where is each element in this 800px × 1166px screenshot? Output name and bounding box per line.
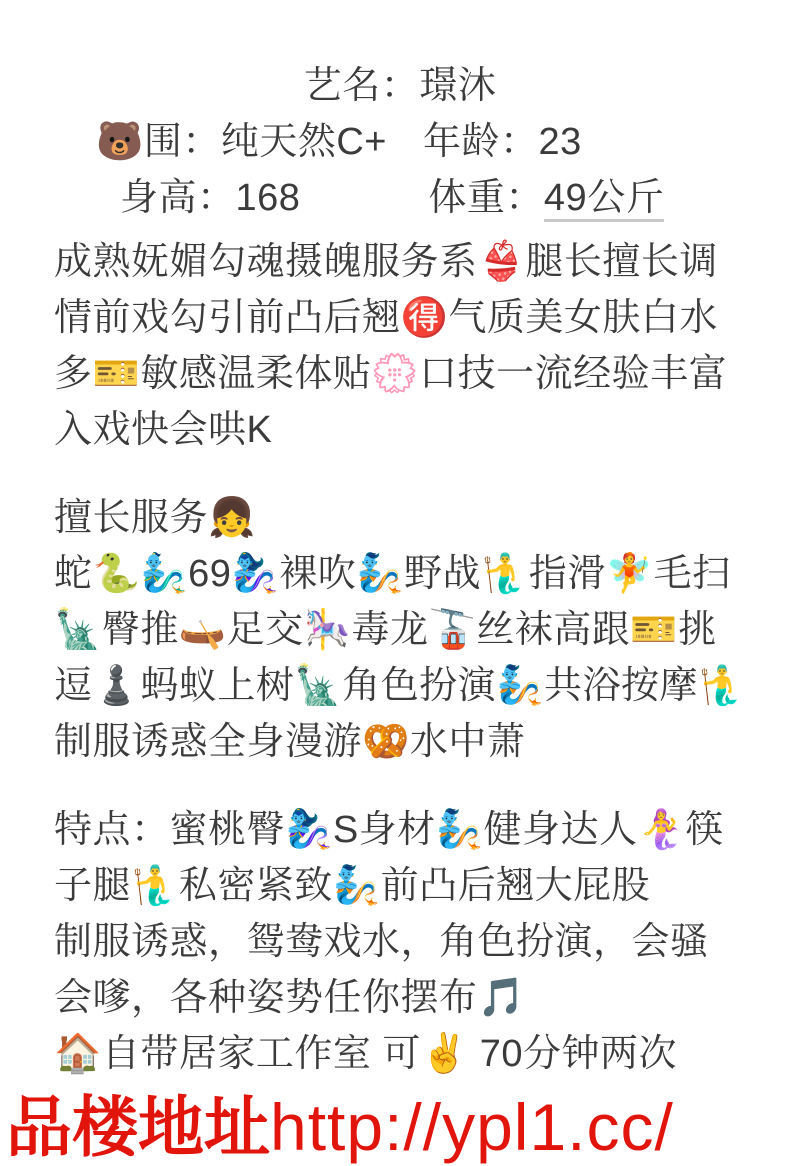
height-info: 身高：168	[120, 177, 301, 219]
bust-info: 🐻围：纯天然C+	[96, 121, 387, 163]
stats-row-2	[54, 170, 746, 226]
footer-site-line	[0, 1090, 800, 1166]
features-traits: 特点：蜜桃臀🧞‍♀️S身材🧞健身达人🧜‍♀️筷子腿🧜‍♂️私密紧致🧞前凸后翘大屁股	[54, 809, 724, 907]
profile-content	[0, 58, 800, 1082]
features-extras: 制服诱惑，鸳鸯戏水，角色扮演，会骚会嗲，各种姿势任你摆布🎵	[54, 921, 709, 1019]
services-list: 蛇🐍🧞‍♂️69🧞‍♀️裸吹🧞野战🧜‍♂️指滑🧚毛扫🗽臀推🛶足交🎠毒龙🚡丝袜高跟🎫挑逗♟️蚂蚁上树🗽角色扮演🧞共浴按摩🧜‍♂️制服诱惑全身漫游🥨水中萧	[54, 553, 746, 763]
studio-info: 🏠自带居家工作室 可✌️ 70分钟两次	[54, 1033, 678, 1075]
services-heading: 擅长服务👧	[54, 497, 256, 539]
weight-value: 49公斤	[544, 177, 664, 222]
intro-paragraph: 成熟妩媚勾魂摄魄服务系👙腿长擅长调情前戏勾引前凸后翘🉐气质美女肤白水多🎫敏感温柔体贴💮口技一流经验丰富入戏快会哄K	[54, 241, 728, 451]
footer-site-label: 品楼地址	[6, 1092, 270, 1165]
age-info: 年龄：23	[422, 121, 582, 163]
features-block	[54, 802, 746, 1082]
weight-label: 体重：	[428, 177, 544, 219]
stage-name: 艺名：璟沐	[303, 65, 497, 107]
weight-info	[428, 177, 664, 219]
stats-row-1	[54, 114, 746, 170]
footer-site-url[interactable]: http://ypl1.cc/	[270, 1090, 674, 1164]
